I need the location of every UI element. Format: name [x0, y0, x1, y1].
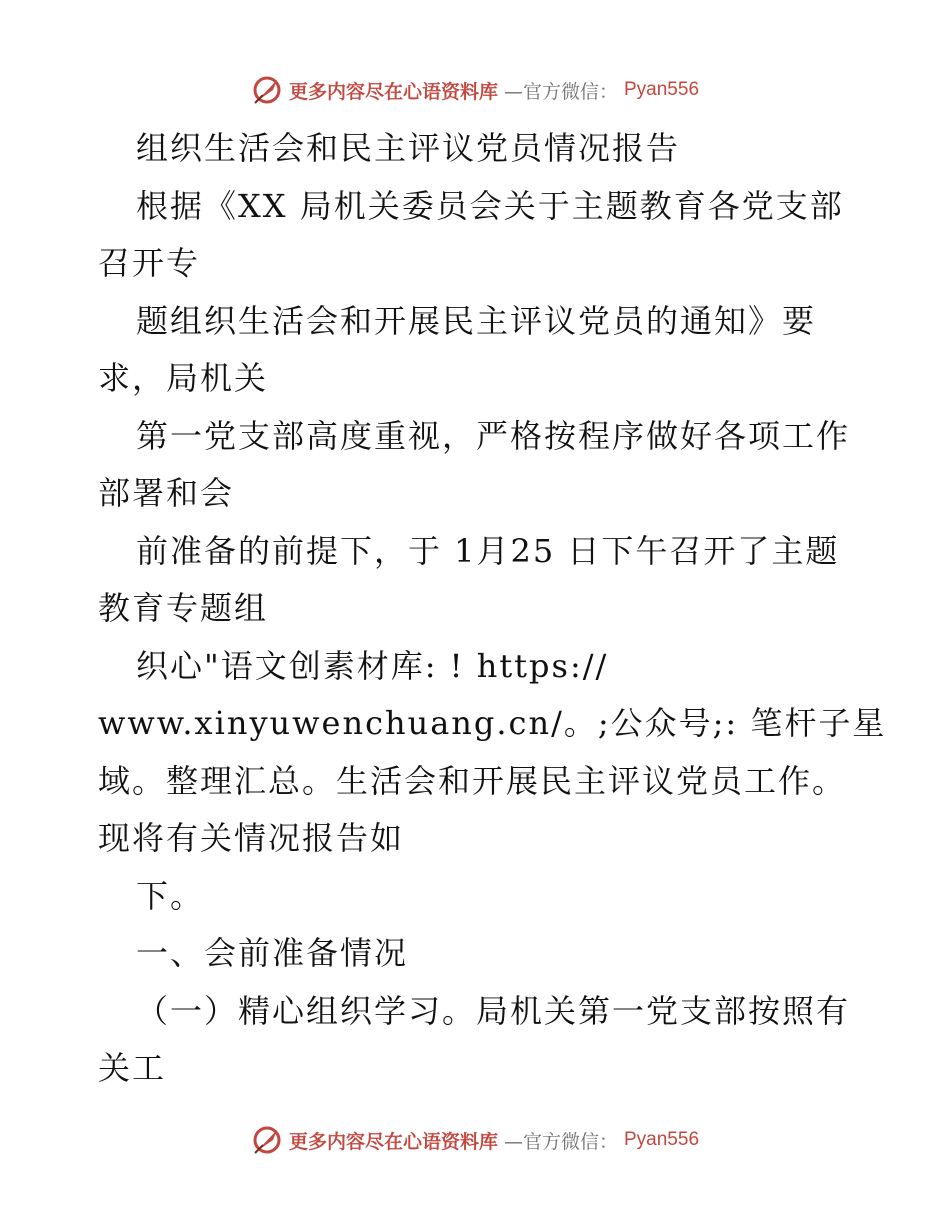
banner-site-name: 更多内容尽在心语资料库: [288, 80, 498, 103]
document-line: www.xinyuwenchuang.cn/。;公众号;: 笔杆子星: [98, 704, 887, 742]
document-line: 织心"语文创素材库: ! https://: [136, 646, 609, 685]
header-watermark-banner: [0, 68, 950, 112]
document-line: 部署和会: [98, 474, 235, 512]
quill-logo-icon: [251, 74, 283, 106]
banner-site-name: 更多内容尽在心语资料库: [288, 1130, 498, 1153]
banner-wechat-label: —官方微信：: [503, 1130, 618, 1153]
document-body: [98, 120, 887, 1098]
document-line: 前准备的前提下，于 1月25 日下午召开了主题: [136, 531, 840, 570]
document-line: 下。: [136, 876, 205, 915]
document-line: 召开专: [98, 244, 201, 282]
document-line: 现将有关情况报告如: [98, 819, 405, 857]
document-line: 题组织生活会和开展民主评议党员的通知》要: [136, 301, 817, 340]
document-line: 一、会前准备情况: [136, 934, 409, 972]
document-line: 根据《XX 局机关委员会关于主题教育各党支部: [136, 186, 844, 225]
document-line: 域。整理汇总。生活会和开展民主评议党员工作。: [98, 761, 847, 800]
document-line: 关工: [98, 1049, 167, 1087]
document-line: 求，局机关: [98, 359, 269, 397]
banner-wechat-label: —官方微信：: [503, 80, 618, 103]
footer-watermark-banner: [0, 1118, 950, 1162]
document-line: 教育专题组: [98, 589, 269, 627]
quill-logo-icon: [251, 1124, 283, 1156]
banner-wechat-id: Pyan556: [624, 1129, 700, 1150]
document-line: （一）精心组织学习。局机关第一党支部按照有: [136, 991, 851, 1030]
document-line: 第一党支部高度重视，严格按程序做好各项工作: [136, 416, 851, 455]
banner-wechat-id: Pyan556: [624, 79, 700, 100]
document-title: 组织生活会和民主评议党员情况报告: [136, 129, 681, 167]
